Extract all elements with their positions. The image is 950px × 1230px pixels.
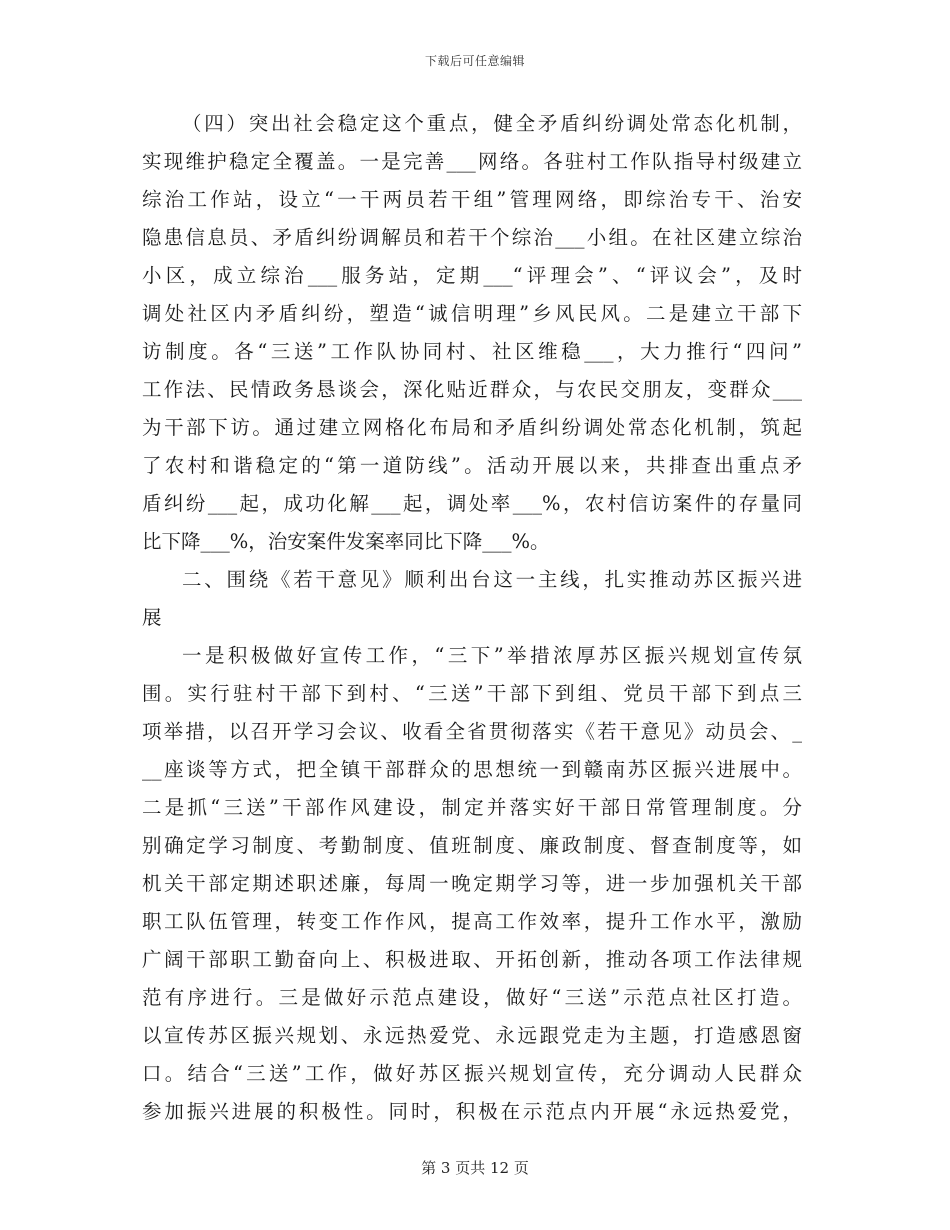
page-header: 下载后可任意编辑 — [424, 54, 525, 68]
text-line: （四）突出社会稳定这个重点，健全矛盾纠纷调处常态化机制， — [182, 112, 802, 135]
text-line: 别确定学习制度、考勤制度、值班制度、廉政制度、督查制度等，如 — [142, 834, 802, 857]
text-line: 访制度。各“三送”工作队协同村、社区维稳___，大力推行“四问” — [142, 340, 802, 363]
text-line: 盾纠纷___起，成功化解___起，调处率___%，农村信访案件的存量同 — [142, 492, 802, 515]
text-line: 实现维护稳定全覆盖。一是完善___网络。各驻村工作队指导村级建立 — [142, 150, 802, 173]
text-line: 二、围绕《若干意见》顺利出台这一主线，扎实推动苏区振兴进 — [182, 568, 802, 591]
text-line: 了农村和谐稳定的“第一道防线”。活动开展以来，共排查出重点矛 — [142, 454, 802, 477]
text-line: 二是抓“三送”干部作风建设，制定并落实好干部日常管理制度。分 — [142, 796, 802, 819]
text-line: 综治工作站，设立“一干两员若干组”管理网络，即综治专干、治安 — [142, 188, 802, 211]
text-line: 隐患信息员、矛盾纠纷调解员和若干个综治___小组。在社区建立综治 — [142, 226, 802, 249]
document-body — [142, 105, 802, 1131]
text-line: __座谈等方式，把全镇干部群众的思想统一到赣南苏区振兴进展中。 — [142, 758, 802, 781]
text-line: 围。实行驻村干部下到村、“三送”干部下到组、党员干部下到点三 — [142, 682, 802, 705]
text-line: 调处社区内矛盾纠纷，塑造“诚信明理”乡风民风。二是建立干部下 — [142, 302, 802, 325]
text-line: 为干部下访。通过建立网格化布局和矛盾纠纷调处常态化机制，筑起 — [142, 416, 802, 439]
text-line: 职工队伍管理，转变工作作风，提高工作效率，提升工作水平，激励 — [142, 910, 802, 933]
text-line: 参加振兴进展的积极性。同时，积极在示范点内开展“永远热爱党， — [142, 1100, 802, 1123]
text-line: 以宣传苏区振兴规划、永远热爱党、永远跟党走为主题，打造感恩窗 — [142, 1024, 802, 1047]
text-line: 项举措，以召开学习会议、收看全省贯彻落实《若干意见》动员会、_ — [142, 720, 802, 743]
text-line: 比下降___%，治安案件发案率同比下降___%。 — [142, 530, 550, 553]
text-line: 广阔干部职工勤奋向上、积极进取、开拓创新，推动各项工作法律规 — [142, 948, 802, 971]
text-line: 范有序进行。三是做好示范点建设，做好“三送”示范点社区打造。 — [142, 986, 802, 1009]
page-footer: 第 3 页共 12 页 — [421, 1159, 529, 1177]
text-line: 工作法、民情政务恳谈会，深化贴近群众，与农民交朋友，变群众___ — [142, 378, 802, 401]
text-line: 一是积极做好宣传工作，“三下”举措浓厚苏区振兴规划宣传氛 — [182, 644, 802, 667]
text-line: 展 — [142, 606, 162, 629]
text-line: 机关干部定期述职述廉，每周一晚定期学习等，进一步加强机关干部 — [142, 872, 802, 895]
text-line: 小区，成立综治___服务站，定期___“评理会”、“评议会”，及时 — [142, 264, 802, 287]
text-line: 口。结合“三送”工作，做好苏区振兴规划宣传，充分调动人民群众 — [142, 1062, 802, 1085]
